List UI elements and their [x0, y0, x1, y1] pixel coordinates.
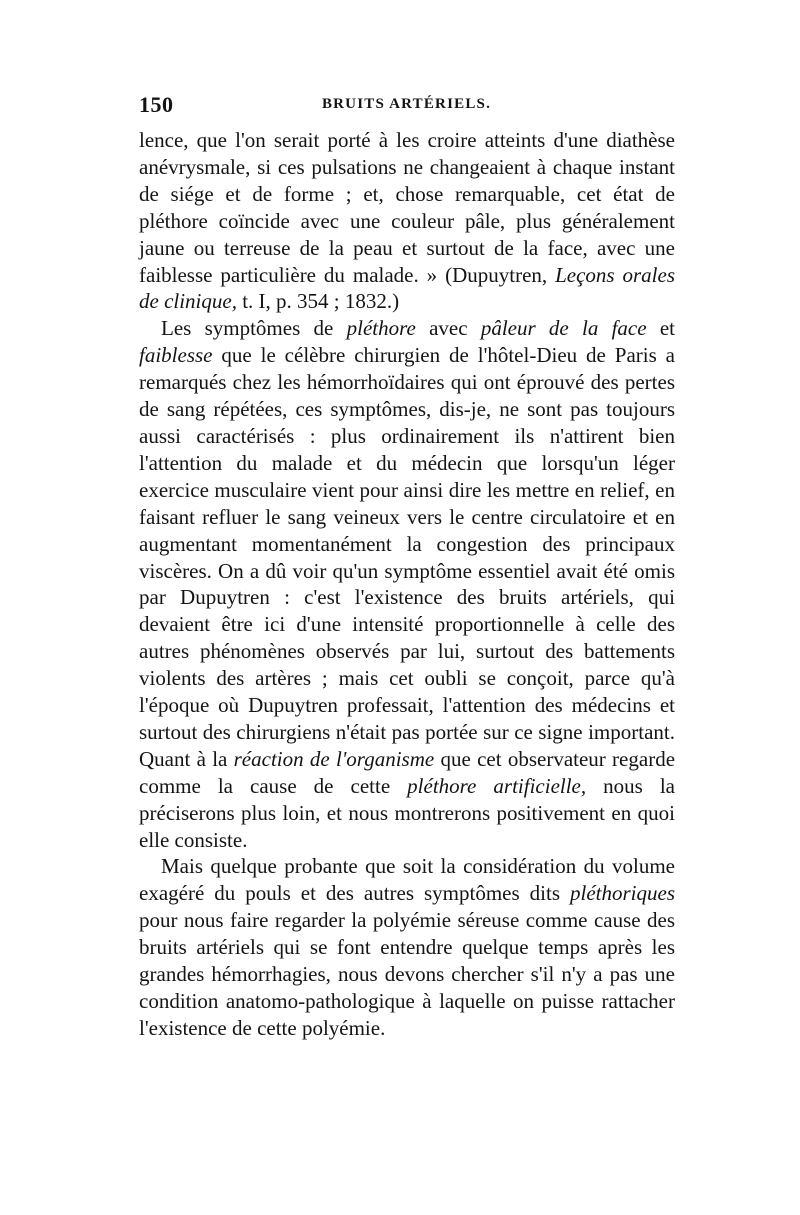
italic-term: pléthore artificielle,: [407, 773, 587, 798]
paragraph: [139, 127, 675, 315]
running-title: BRUITS ARTÉRIELS.: [321, 96, 492, 112]
italic-term: pléthoriques: [570, 881, 675, 906]
text-segment: t. I, p. 354 ; 1832.): [236, 289, 400, 314]
text-segment: que le célèbre chirurgien de l'hôtel-Dieu de Paris a remarqués chez les hémorrhoïdaires qui ont éprouvé des pertes de sang répétées, ces symptômes, dis-je, ne sont pas toujours aussi caractérisés : plus ordinairement ils n'attirent bien l'attention du malade et du médecin que lorsqu'un léger exercice musculaire vient pour ainsi dire les mettre en relief, en faisant refluer le sang veineux vers le centre circulatoire et en augmentant momentanément la congestion des principaux viscères. On a dû voir qu'un symptôme essentiel avait été omis par Dupuytren : c'est l'existence des bruits artériels, qui devaient être ici d'une intensité proportionnelle à celle des autres phénomènes observés par lui, surtout des battements violents des artères ; mais cet oubli se conçoit, parce qu'à l'époque où Dupuytren professait, l'attention des médecins et surtout des chirurgiens n'était pas portée sur ce signe important. Quant à la: [139, 343, 675, 771]
page-number: 150: [139, 92, 174, 117]
italic-term: faiblesse: [139, 343, 213, 368]
paragraph: [139, 853, 675, 1041]
text-segment: que cet observateur regarde comme la cause de cette: [139, 746, 676, 798]
italic-term: réaction de l'organisme: [233, 746, 435, 771]
text-segment: nous la préciserons plus loin, et nous montrerons positivement en quoi elle consiste.: [139, 773, 675, 852]
italic-citation-title: Leçons orales de clinique,: [139, 262, 675, 314]
text-segment: pour nous faire regarder la polyémie séreuse comme cause des bruits artériels qui se font entendre quelque temps après les grandes hémorrhagies, nous devons chercher s'il n'y a pas une condition anatomo-pathologique à laquelle on puisse rattacher l'existence de cette polyémie.: [139, 908, 675, 1040]
text-segment: Mais quelque probante que soit la considération du volume exagéré du pouls et des autres symptômes dits: [139, 854, 675, 906]
italic-term: pléthore: [346, 316, 416, 341]
text-segment: Les symptômes de: [161, 316, 347, 341]
italic-term: pâleur de la face: [480, 316, 647, 341]
body-text: [139, 127, 675, 1042]
text-segment: lence, que l'on serait porté à les croire atteints d'une diathèse anévrysmale, si ces pulsations ne changeaient à chaque instant de siége et de forme ; et, chose remarquable, cet état de pléthore coïncide avec une couleur pâle, plus généralement jaune ou terreuse de la peau et surtout de la face, avec une faiblesse particulière du malade. » (Dupuytren,: [139, 128, 675, 287]
text-segment: et: [646, 316, 676, 341]
paragraph: [139, 315, 675, 853]
text-segment: avec: [415, 316, 481, 341]
page-header: [139, 92, 674, 122]
